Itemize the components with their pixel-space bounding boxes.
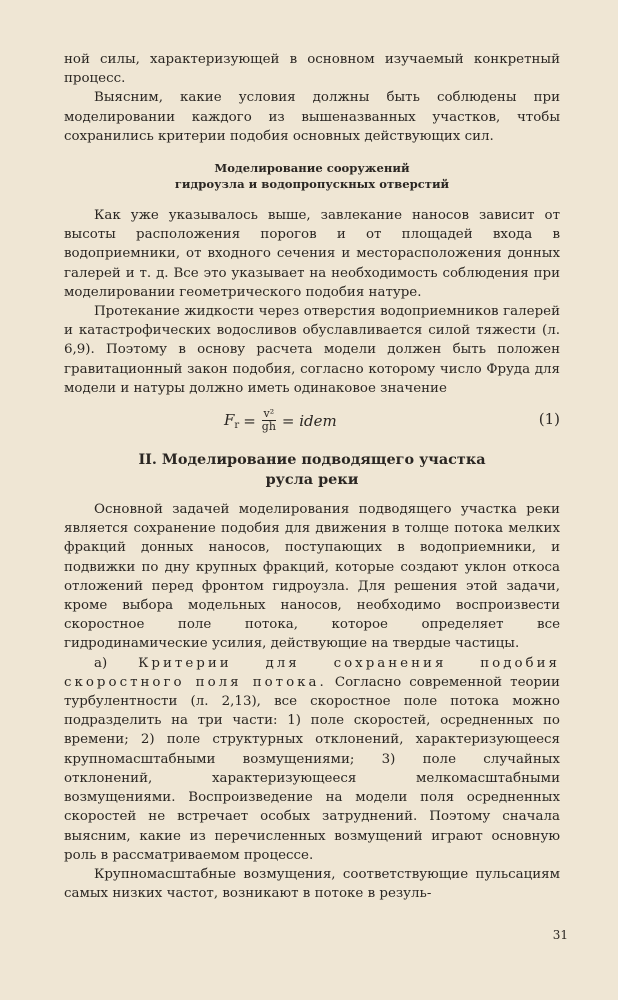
formula-fraction — [260, 408, 278, 433]
paragraph-2: Выясним, какие условия должны быть соблюдены при моделировании каждого из вышеназванных участков, чтобы сохранились критерии подобия основных действующих сил. — [64, 90, 560, 144]
formula-denominator: gh — [261, 420, 276, 434]
paragraph-6-body: Согласно современной теории турбулентности (л. 2,13), все скоростное поле потока можно подразделить на три части: 1) поле скоростей, осредненных по времени; 2) поле структурных отклонений, характеризующееся крупномасштабными возмущениями; 3) поле случайных отклонений, характеризующееся мелкомасштабными возмущениями. Воспроизведение на модели поля осредненных скоростей не встречает особых затруднений. Поэтому сначала выясним, какие из перечисленных возмущений играют основную роль в рассматриваемом процессе. — [64, 674, 560, 863]
formula-equals: = — [243, 411, 256, 430]
paragraph-4: Протекание жидкости через отверстия водоприемников галерей и катастрофических водосливов обуславливается силой тяжести (л. 6,9). Поэтому в основу расчета модели должен быть положен гравитационный закон подобия, согласно которому число Фруда для модели и натуры должно иметь одинаковое значение — [64, 304, 560, 396]
formula-number: (1) — [538, 410, 560, 429]
paragraph-6 — [64, 654, 560, 865]
formula-expression — [224, 408, 337, 433]
paragraph-3: Как уже указывалось выше, завлекание наносов зависит от высоты расположения порогов и от площадей входа в водоприемники, от входного сечения и месторасположения донных галерей и т. д. Все это указывает на необходимость соблюдения при моделировании геометрического подобия натуре. — [64, 208, 560, 300]
paragraph-1: ной силы, характеризующей в основном изучаемый конкретный процесс. — [64, 52, 560, 87]
paragraph-6-spaced-title: Критерии для сохранения подобия скоростного поля потока. — [64, 655, 560, 690]
formula-lhs: $F_r$ — [224, 410, 240, 431]
paragraph-5: Основной задачей моделирования подводящего участка реки является сохранение подобия для движения в толще потока мелких фракций донных наносов, поступающих в водоприемники, и подвижки по дну крупных фракций, которые создают уклон откоса отложений перед фронтом гидроузла. Для решения этой задачи, кроме выбора модельных наносов, необходимо воспроизвести скоростное поле потока, которое определяет все гидродинамические усилия, действующие на твердые частицы. — [64, 502, 560, 652]
paragraph-6-prefix: а) — [94, 655, 139, 671]
froude-formula — [64, 400, 560, 440]
subsection-heading-line2: гидроузла и водопропускных отверстий — [174, 177, 450, 192]
formula-rhs: = idem — [281, 411, 337, 430]
section-heading — [64, 450, 560, 490]
formula-numerator: v² — [263, 407, 275, 421]
section-heading-line2: русла реки — [265, 471, 359, 489]
section-heading-line1: II. Моделирование подводящего участка — [138, 451, 486, 469]
subsection-heading — [64, 160, 560, 192]
page-number: 31 — [552, 928, 568, 942]
subsection-heading-line1: Моделирование сооружений — [214, 161, 410, 176]
paragraph-7: Крупномасштабные возмущения, соответствующие пульсациям самых низких частот, возникают в потоке в резуль- — [64, 866, 560, 902]
